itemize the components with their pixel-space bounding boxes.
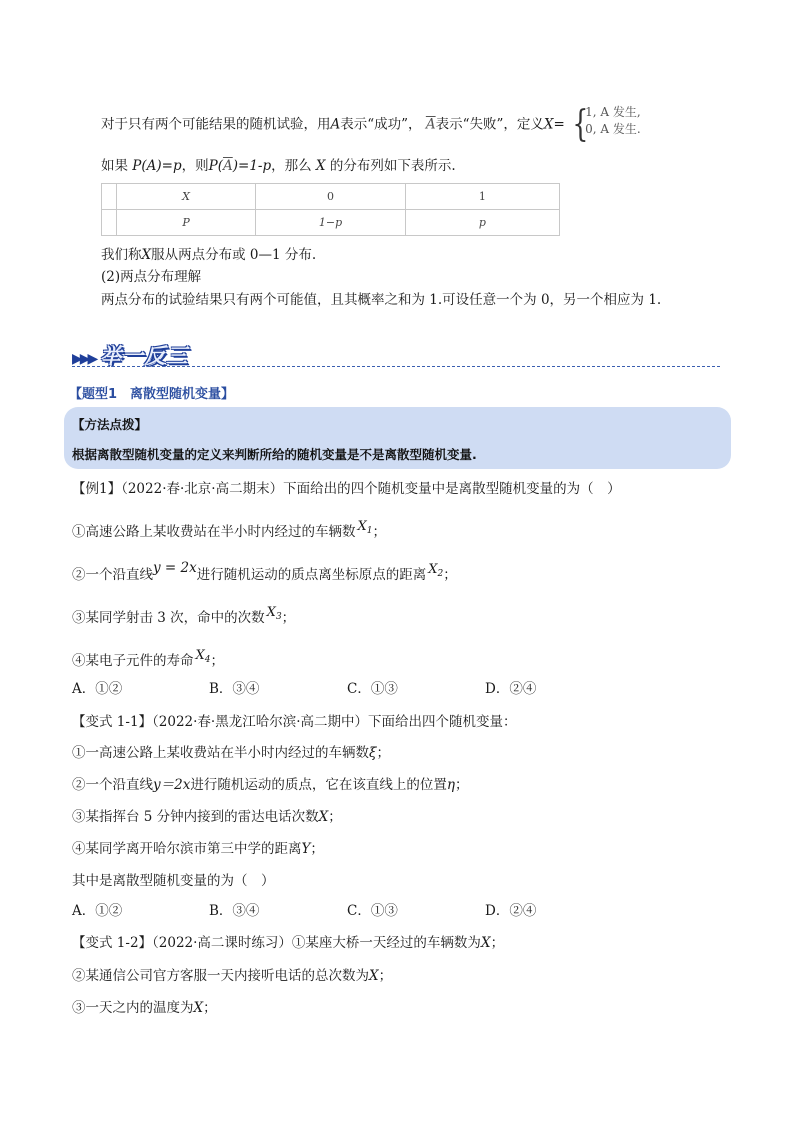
variant-1-1-option-c: C．①③ [347, 903, 398, 919]
variant-1-2-item-2: ②某通信公司官方客服一天内接听电话的总次数为X； [72, 968, 393, 984]
table-row: X 0 1 [102, 184, 560, 210]
case-2: 0, A 发生. [585, 122, 641, 136]
example-1-option-a: A．①② [72, 681, 123, 697]
section-title: 举一反三 [100, 344, 189, 368]
example-1-head: 【例1】（2022·春·北京·高二期末）下面给出的四个随机变量中是离散型随机变量的为（ ） [72, 481, 621, 497]
variant-1-1-item-3: ③某指挥台 5 分钟内接到的雷达电话次数X； [72, 809, 342, 825]
example-1-item-4: ④某电子元件的寿命 $X_4$； [72, 648, 224, 669]
example-1-item-2: ②一个沿直线y = 2x进行随机运动的质点离坐标原点的距离 $X_2$； [72, 560, 457, 583]
section-divider [72, 366, 720, 367]
variant-1-2-head: 【变式 1-2】（2022·高二课时练习）①某座大桥一天经过的车辆数为X； [72, 935, 505, 951]
a-bar: $\overline{A}$ [425, 116, 436, 133]
example-1-option-d: D．②④ [485, 681, 537, 697]
tip-title: 【方法点拨】 [72, 417, 148, 432]
example-1-item-3: ③某同学射击 3 次，命中的次数 $X_3$； [72, 605, 296, 626]
tip-body: 根据离散型随机变量的定义来判断所给的随机变量是不是离散型随机变量. [72, 447, 477, 462]
triple-arrow-icon: ▶▶▶ [72, 351, 96, 367]
example-1-option-c: C．①③ [347, 681, 398, 697]
left-brace-icon: { [572, 104, 589, 145]
variant-1-1-option-d: D．②④ [485, 903, 537, 919]
after-table-line-3: 两点分布的试验结果只有两个可能值，且其概率之和为 1.可设任意一个为 0，另一个相应为 1. [101, 292, 662, 308]
after-table-line-1: 我们称X服从两点分布或 0—1 分布. [101, 247, 317, 263]
table-row: P 1−p p [102, 210, 560, 236]
case-1: 1, A 发生, [585, 105, 641, 119]
example-1-item-1: ①高速公路上某收费站在半小时内经过的车辆数 $X_1$； [72, 519, 386, 540]
variant-1-1-option-a: A．①② [72, 903, 123, 919]
intro-line-2: 如果 P(A)=p，则$P(\overline{A})=1-p$，那么 X 的分布列如下表所示. [101, 158, 456, 174]
subsection-heading: (2)两点分布理解 [101, 269, 202, 285]
variant-1-1-head: 【变式 1-1】（2022·春·黑龙江哈尔滨·高二期中）下面给出四个随机变量： [72, 714, 517, 730]
intro-line-1: 对于只有两个可能结果的随机试验，用A表示“成功”， $\overline{A}$表示“失败”，定义X= { 1, A 发生, 0, A 发生. [101, 104, 641, 145]
distribution-table [101, 183, 560, 236]
variant-1-1-option-b: B．③④ [209, 903, 260, 919]
piecewise-definition [569, 104, 641, 145]
variant-1-1-item-1: ①一高速公路上某收费站在半小时内经过的车辆数ξ； [72, 745, 390, 761]
type-title: 【题型1 离散型随机变量】 [69, 387, 235, 402]
variant-1-1-item-4: ④某同学离开哈尔滨市第三中学的距离Y； [72, 841, 324, 857]
variant-1-1-question: 其中是离散型随机变量的为（ ） [72, 873, 275, 889]
variant-1-1-item-2: ②一个沿直线y＝2x进行随机运动的质点，它在该直线上的位置η； [72, 777, 469, 793]
variant-1-2-item-3: ③一天之内的温度为X； [72, 1000, 217, 1016]
example-1-option-b: B．③④ [209, 681, 260, 697]
